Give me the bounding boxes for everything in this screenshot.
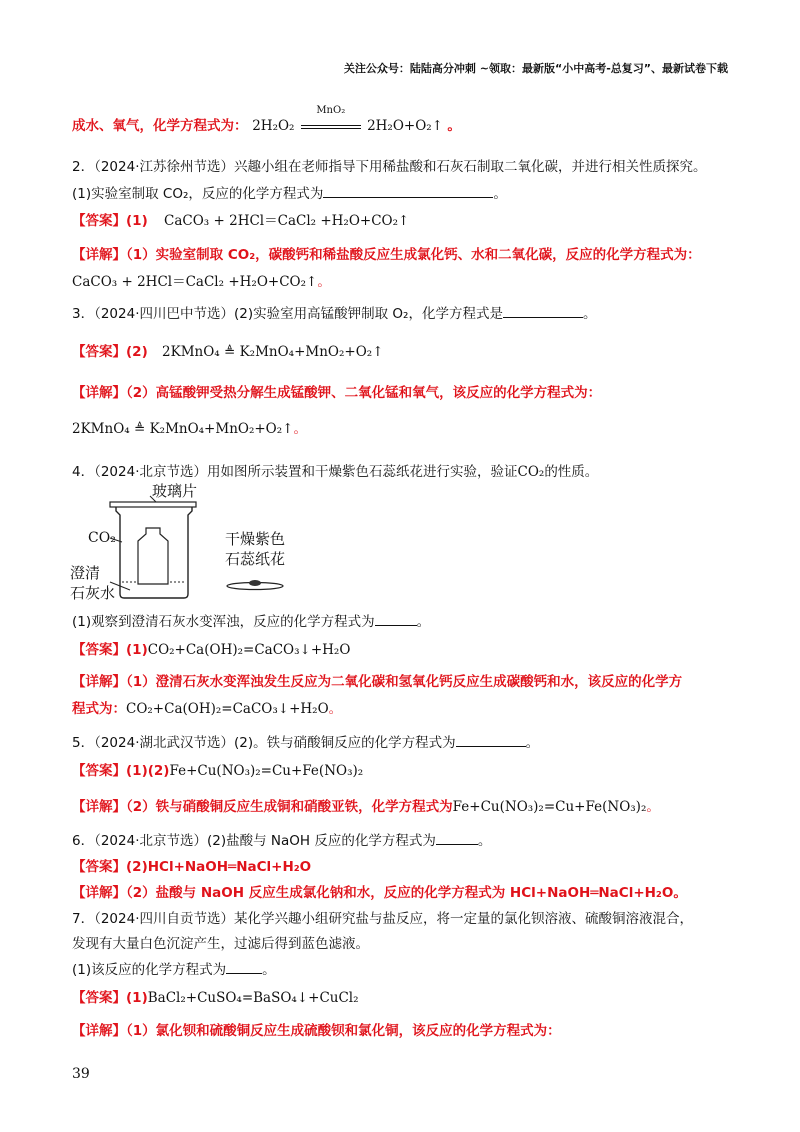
detail-text: （1）实验室制取 CO₂，碳酸钙和稀盐酸反应生成氯化钙、水和二氧化碳，反应的化学方程式为：	[126, 247, 701, 263]
text: (1)观察到澄清石灰水变浑浊，反应的化学方程式为	[72, 614, 375, 630]
question-2: 2．（2024·江苏徐州节选）兴趣小组在老师指导下用稀盐酸和石灰石制取二氧化碳，并进行相关性质探究。	[72, 159, 707, 175]
detail-5	[72, 795, 660, 815]
detail-label: 【详解】	[72, 885, 126, 901]
detail-3	[72, 381, 601, 401]
continued-text	[72, 105, 461, 134]
detail-label: 【详解】	[72, 385, 126, 401]
label-glass-plate: 玻璃片	[152, 482, 198, 500]
text: 4．（2024·北京节选）用如图所示装置和干燥紫色石蕊纸花进行实验，验证	[72, 464, 518, 480]
page-number: 39	[72, 1066, 90, 1082]
catalyst-arrow	[299, 105, 363, 134]
detail-text: （1）氯化钡和硫酸铜反应生成硫酸钡和氯化铜，该反应的化学方程式为：	[126, 1023, 561, 1039]
formula: CO₂+Ca(OH)₂=CaCO₃↓+H₂O	[126, 701, 329, 717]
answer-4	[72, 638, 350, 658]
answer-blank	[375, 613, 417, 626]
text: (1)该反应的化学方程式为	[72, 962, 227, 978]
text-end: 的性质。	[544, 464, 599, 480]
period: 。	[416, 614, 431, 630]
answer-blank	[436, 832, 478, 845]
detail-text: （1）澄清石灰水变浑浊发生反应为二氧化碳和氢氧化钙反应生成碳酸钙和水，该反应的化学方	[126, 674, 683, 690]
detail-6	[72, 881, 687, 901]
period: 。	[493, 186, 507, 202]
apparatus-figure	[70, 482, 300, 604]
question-7-sub	[72, 958, 276, 978]
page-header: 关注公众号：陆陆高分冲刺 ~领取：最新版“小中高考-总复习”、最新试卷下载	[343, 62, 728, 75]
question-7-line2: 发现有大量白色沉淀产生，过滤后得到蓝色滤液。	[72, 936, 369, 952]
answer-label: 【答案】(1)	[72, 642, 148, 658]
label-flower-1: 干燥紫色	[225, 530, 286, 548]
detail-2	[72, 243, 701, 263]
co2-formula: CO₂	[517, 464, 545, 480]
answer-blank	[226, 961, 262, 974]
detail-label: 【详解】	[72, 247, 126, 263]
question-5	[72, 731, 539, 751]
text: 成水、氧气，化学方程式为：	[72, 118, 248, 134]
period: 。	[447, 118, 461, 134]
text: (1)实验室制取 CO₂，反应的化学方程式为	[72, 186, 324, 202]
catalyst-label: MnO₂	[316, 105, 346, 116]
answer-formula: CO₂+Ca(OH)₂=CaCO₃↓+H₂O	[147, 642, 351, 658]
question-4	[72, 460, 598, 480]
answer-5	[72, 759, 363, 779]
detail-label: 【详解】	[72, 799, 126, 815]
detail-2-formula	[72, 270, 331, 290]
answer-formula: BaCl₂+CuSO₄=BaSO₄↓+CuCl₂	[147, 990, 359, 1006]
detail-text: （2）铁与硝酸铜反应生成铜和硝酸亚铁，化学方程式为	[126, 799, 453, 815]
answer-label: 【答案】	[72, 859, 126, 875]
label-limewater-1: 澄清	[70, 564, 101, 582]
detail-7	[72, 1019, 561, 1039]
period: 。	[293, 421, 307, 437]
period: 。	[646, 799, 660, 815]
formula-left: 2H₂O₂	[252, 118, 295, 134]
answer-7	[72, 986, 359, 1006]
detail-label: 【详解】	[72, 1023, 126, 1039]
formula: 2KMnO₄ ≜ K₂MnO₄+MnO₂+O₂↑	[72, 421, 294, 437]
detail-4-line2	[72, 697, 342, 717]
answer-blank	[456, 734, 526, 747]
label-limewater-2: 石灰水	[70, 584, 116, 602]
answer-label: 【答案】(1)(2)	[72, 763, 170, 779]
question-4-sub	[72, 610, 430, 630]
period: 。	[328, 701, 343, 717]
formula-h2o2	[252, 105, 447, 134]
answer-formula: Fe+Cu(NO₃)₂=Cu+Fe(NO₃)₂	[169, 763, 364, 779]
answer-3	[72, 340, 384, 360]
label-flower-2: 石蕊纸花	[225, 550, 286, 568]
formula: CaCO₃ + 2HCl＝CaCl₂ +H₂O+CO₂↑	[72, 274, 318, 290]
answer-formula: (2)HCl+NaOH═NaCl+H₂O	[126, 859, 312, 875]
question-2-sub	[72, 182, 507, 202]
formula-right: 2H₂O+O₂↑	[367, 118, 444, 134]
answer-label: 【答案】(1)	[72, 213, 148, 229]
detail-3-formula	[72, 417, 307, 437]
label-co2: CO₂	[88, 530, 116, 546]
formula: Fe+Cu(NO₃)₂=Cu+Fe(NO₃)₂	[452, 799, 647, 815]
detail-text: （2）盐酸与 NaOH 反应生成氯化钠和水，反应的化学方程式为 HCl+NaOH═NaCl+H₂O。	[126, 885, 687, 901]
answer-formula: 2KMnO₄ ≜ K₂MnO₄+MnO₂+O₂↑	[162, 344, 384, 360]
question-6	[72, 829, 491, 849]
period: 。	[317, 274, 331, 290]
detail-text: 程式为：	[72, 701, 126, 717]
answer-label: 【答案】(2)	[72, 344, 148, 360]
text: 3．（2024·四川巴中节选）(2)实验室用高锰酸钾制取 O₂，化学方程式是	[72, 306, 503, 322]
detail-text: （2）高锰酸钾受热分解生成锰酸钾、二氧化锰和氧气，该反应的化学方程式为：	[126, 385, 602, 401]
answer-blank	[323, 185, 493, 198]
detail-4	[72, 670, 682, 690]
detail-label: 【详解】	[72, 674, 126, 690]
text: 6．（2024·北京节选）(2)盐酸与 NaOH 反应的化学方程式为	[72, 833, 436, 849]
period: 。	[525, 735, 540, 751]
answer-formula: CaCO₃ + 2HCl＝CaCl₂ +H₂O+CO₂↑	[164, 213, 410, 229]
text: 5．（2024·湖北武汉节选）(2)。铁与硝酸铜反应的化学方程式为	[72, 735, 456, 751]
answer-blank	[503, 305, 583, 318]
period: 。	[582, 306, 597, 322]
period: 。	[262, 962, 276, 978]
answer-label: 【答案】(1)	[72, 990, 148, 1006]
period: 。	[477, 833, 492, 849]
answer-2	[72, 209, 409, 229]
answer-6	[72, 855, 311, 875]
question-3	[72, 302, 596, 322]
question-7: 7．（2024·四川自贡节选）某化学兴趣小组研究盐与盐反应，将一定量的氯化钡溶液、硫酸铜溶液混合，	[72, 911, 693, 927]
